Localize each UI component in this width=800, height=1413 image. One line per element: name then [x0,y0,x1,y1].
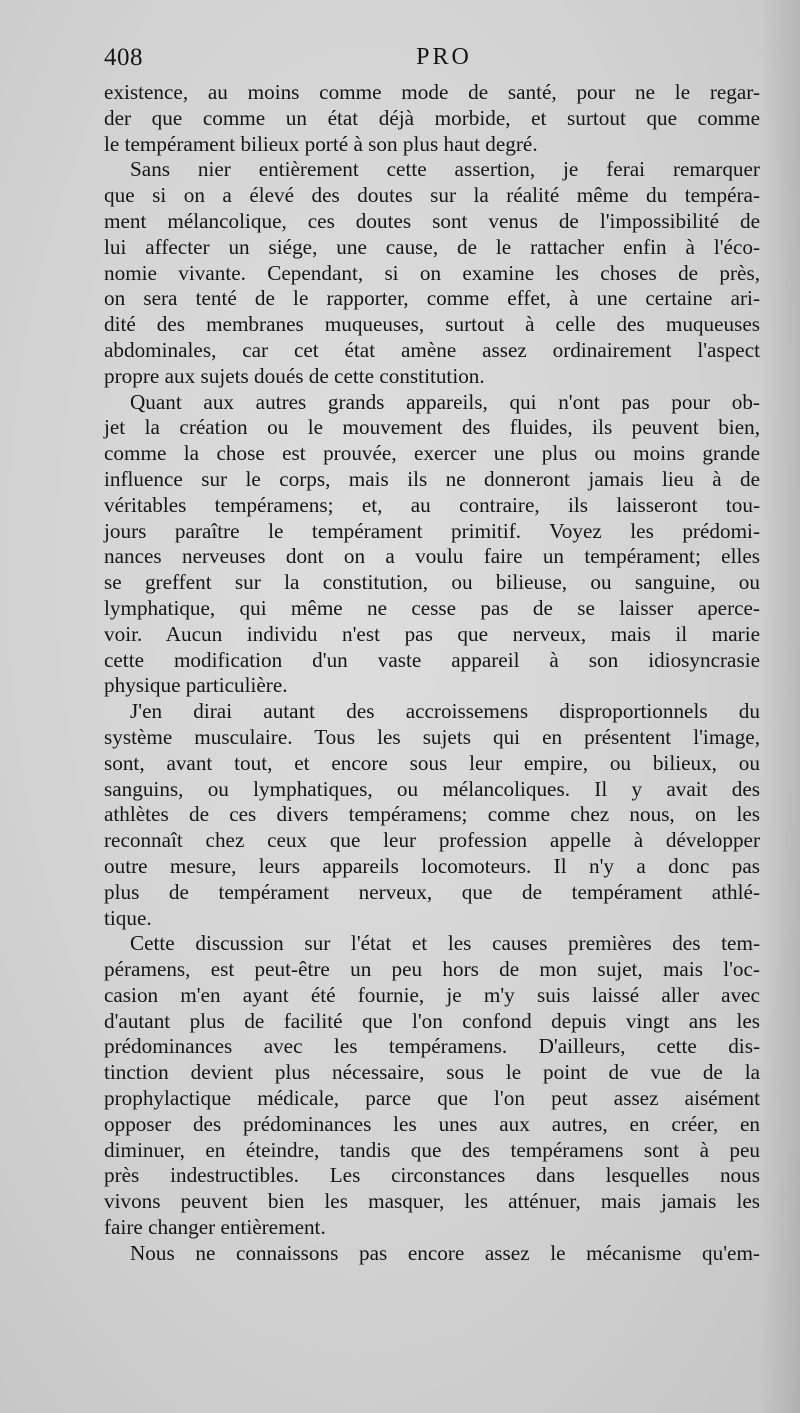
text-line: physique particulière. [104,673,288,698]
text-line: Cette discussion sur l'état et les causes premières des tem- [130,931,760,956]
text-line: prophylactique médicale, parce que l'on peut assez aisément [104,1086,760,1111]
text-line: tique. [104,905,152,930]
text-line: cette modification d'un vaste appareil à son idiosyncrasie [104,647,760,672]
text-line: d'autant plus de facilité que l'on confond depuis vingt ans les [104,1008,760,1033]
body-text [104,80,760,1267]
text-line: péramens, est peut-être un peu hors de mon sujet, mais l'oc- [104,957,760,982]
page-header [104,44,760,78]
text-line: véritables tempéramens; et, au contraire, ils laisseront tou- [104,492,760,517]
text-line: prédominances avec les tempéramens. D'ailleurs, cette dis- [104,1034,760,1059]
text-line: propre aux sujets doués de cette constitution. [104,363,485,388]
text-line: comme la chose est prouvée, exercer une plus ou moins grande [104,441,760,466]
text-line: influence sur le corps, mais ils ne donneront jamais lieu à de [104,466,760,491]
text-line: faire changer entièrement. [104,1215,326,1240]
text-line: système musculaire. Tous les sujets qui en présentent l'image, [104,724,760,749]
text-line: on sera tenté de le rapporter, comme effet, à une certaine ari- [104,286,760,311]
text-line: dité des membranes muqueuses, surtout à celle des muqueuses [104,312,760,337]
text-line: vivons peuvent bien les masquer, les atténuer, mais jamais les [104,1189,760,1214]
text-line: jours paraître le tempérament primitif. Voyez les prédomi- [104,518,760,543]
page-number: 408 [104,44,143,71]
text-line: que si on a élevé des doutes sur la réalité même du tempéra- [104,183,760,208]
text-line: ment mélancolique, ces doutes sont venus de l'impossibilité de [104,208,760,233]
text-line: diminuer, en éteindre, tandis que des tempéramens sont à peu [104,1137,760,1162]
running-head: PRO [416,44,472,70]
text-line: près indestructibles. Les circonstances dans lesquelles nous [104,1163,760,1188]
text-line: le tempérament bilieux porté à son plus haut degré. [104,131,538,156]
text-line: tinction devient plus nécessaire, sous le point de vue de la [104,1060,760,1085]
text-line: Sans nier entièrement cette assertion, je ferai remarquer [130,157,760,182]
text-line: nances nerveuses dont on a voulu faire un tempérament; elles [104,544,760,569]
text-line: casion m'en ayant été fournie, je m'y suis laissé aller avec [104,982,760,1007]
text-line: se greffent sur la constitution, ou bilieuse, ou sanguine, ou [104,570,760,595]
text-line: Quant aux autres grands appareils, qui n'ont pas pour ob- [130,389,760,414]
text-line: opposer des prédominances les unes aux autres, en créer, en [104,1111,760,1136]
text-line: J'en dirai autant des accroissemens disproportionnels du [130,699,760,724]
text-line: existence, au moins comme mode de santé, pour ne le regar- [104,80,760,104]
text-line: abdominales, car cet état amène assez ordinairement l'aspect [104,337,760,362]
text-line: sont, avant tout, et encore sous leur empire, ou bilieux, ou [104,750,760,775]
text-line: reconnaît chez ceux que leur profession appelle à développer [104,828,760,853]
text-line: lymphatique, qui même ne cesse pas de se laisser aperce- [104,595,760,620]
text-line: jet la création ou le mouvement des fluides, ils peuvent bien, [104,415,760,440]
text-line: athlètes de ces divers tempéramens; comme chez nous, on les [104,802,760,827]
text-line: lui affecter un siége, une cause, de le rattacher enfin à l'éco- [104,234,760,259]
page-edge-shadow [760,0,800,1413]
text-line: Nous ne connaissons pas encore assez le mécanisme qu'em- [130,1240,760,1265]
text-line: outre mesure, leurs appareils locomoteurs. Il n'y a donc pas [104,853,760,878]
text-line: plus de tempérament nerveux, que de tempérament athlé- [104,879,760,904]
text-line: voir. Aucun individu n'est pas que nerveux, mais il marie [104,621,760,646]
text-line: sanguins, ou lymphatiques, ou mélancoliques. Il y avait des [104,776,760,801]
text-line: nomie vivante. Cependant, si on examine les choses de près, [104,260,760,285]
text-line: der que comme un état déjà morbide, et surtout que comme [104,105,760,130]
